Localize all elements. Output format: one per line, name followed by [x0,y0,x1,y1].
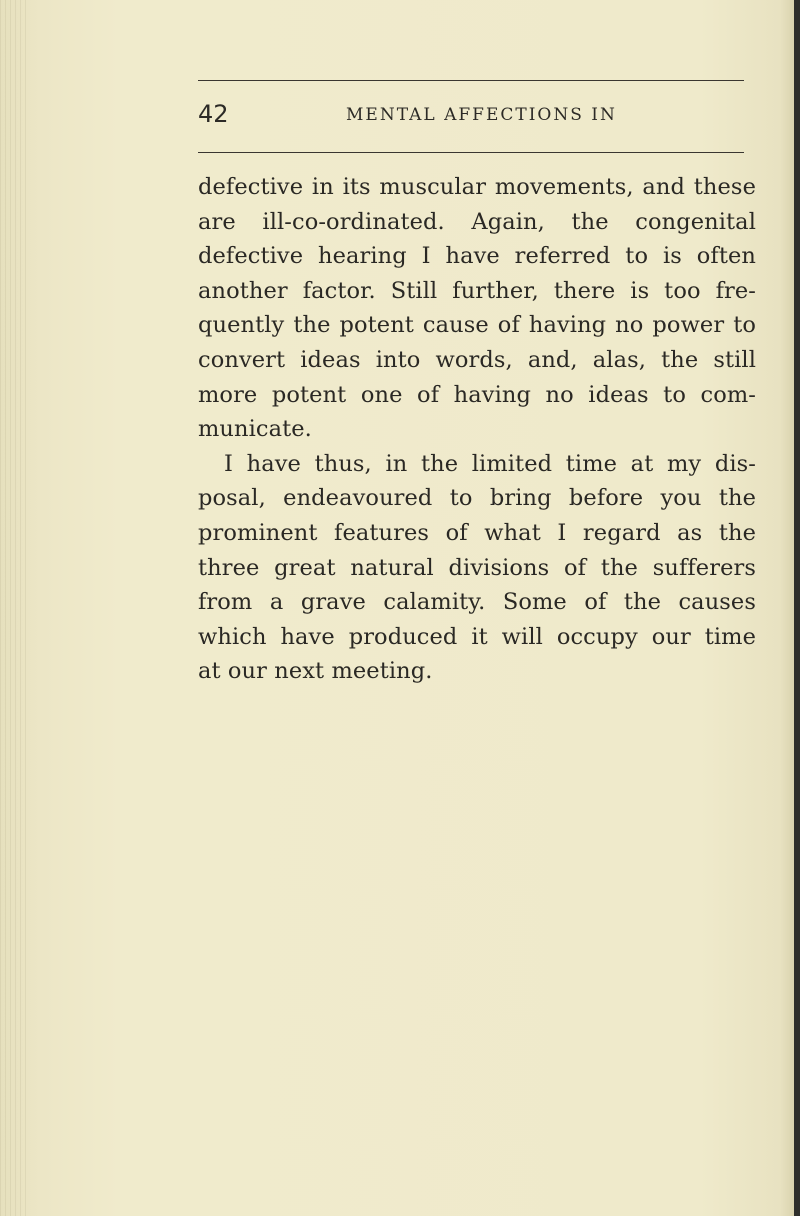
body-text [198,170,756,689]
header-rule-bottom [198,152,744,153]
header-rule-top [198,80,744,81]
text-line: from a grave calamity. Some of the causes [198,589,756,616]
text-line: another factor. Still further, there is too fre- [198,277,756,304]
page-number: 42 [198,100,229,128]
page-edge [794,0,800,1216]
running-head: MENTAL AFFECTIONS IN [346,105,617,125]
text-line: are ill-co-ordinated. Again, the congenital [198,208,756,235]
text-line: three great natural divisions of the sufferers [198,554,756,581]
text-line: I have thus, in the limited time at my dis- [224,450,756,477]
text-line: at our next meeting. [198,658,433,685]
page-gutter [0,0,30,1216]
text-line: municate. [198,416,312,443]
text-line: defective in its muscular movements, and these [198,174,756,200]
text-line: which have produced it will occupy our time [198,623,756,650]
page-header [198,100,744,132]
text-line: convert ideas into words, and, alas, the still [198,346,756,373]
text-line: quently the potent cause of having no power to [198,312,756,339]
text-line: prominent features of what I regard as the [198,519,756,546]
text-line: defective hearing I have referred to is often [198,243,756,270]
text-line: more potent one of having no ideas to com- [198,381,756,408]
text-line: posal, endeavoured to bring before you the [198,485,756,512]
